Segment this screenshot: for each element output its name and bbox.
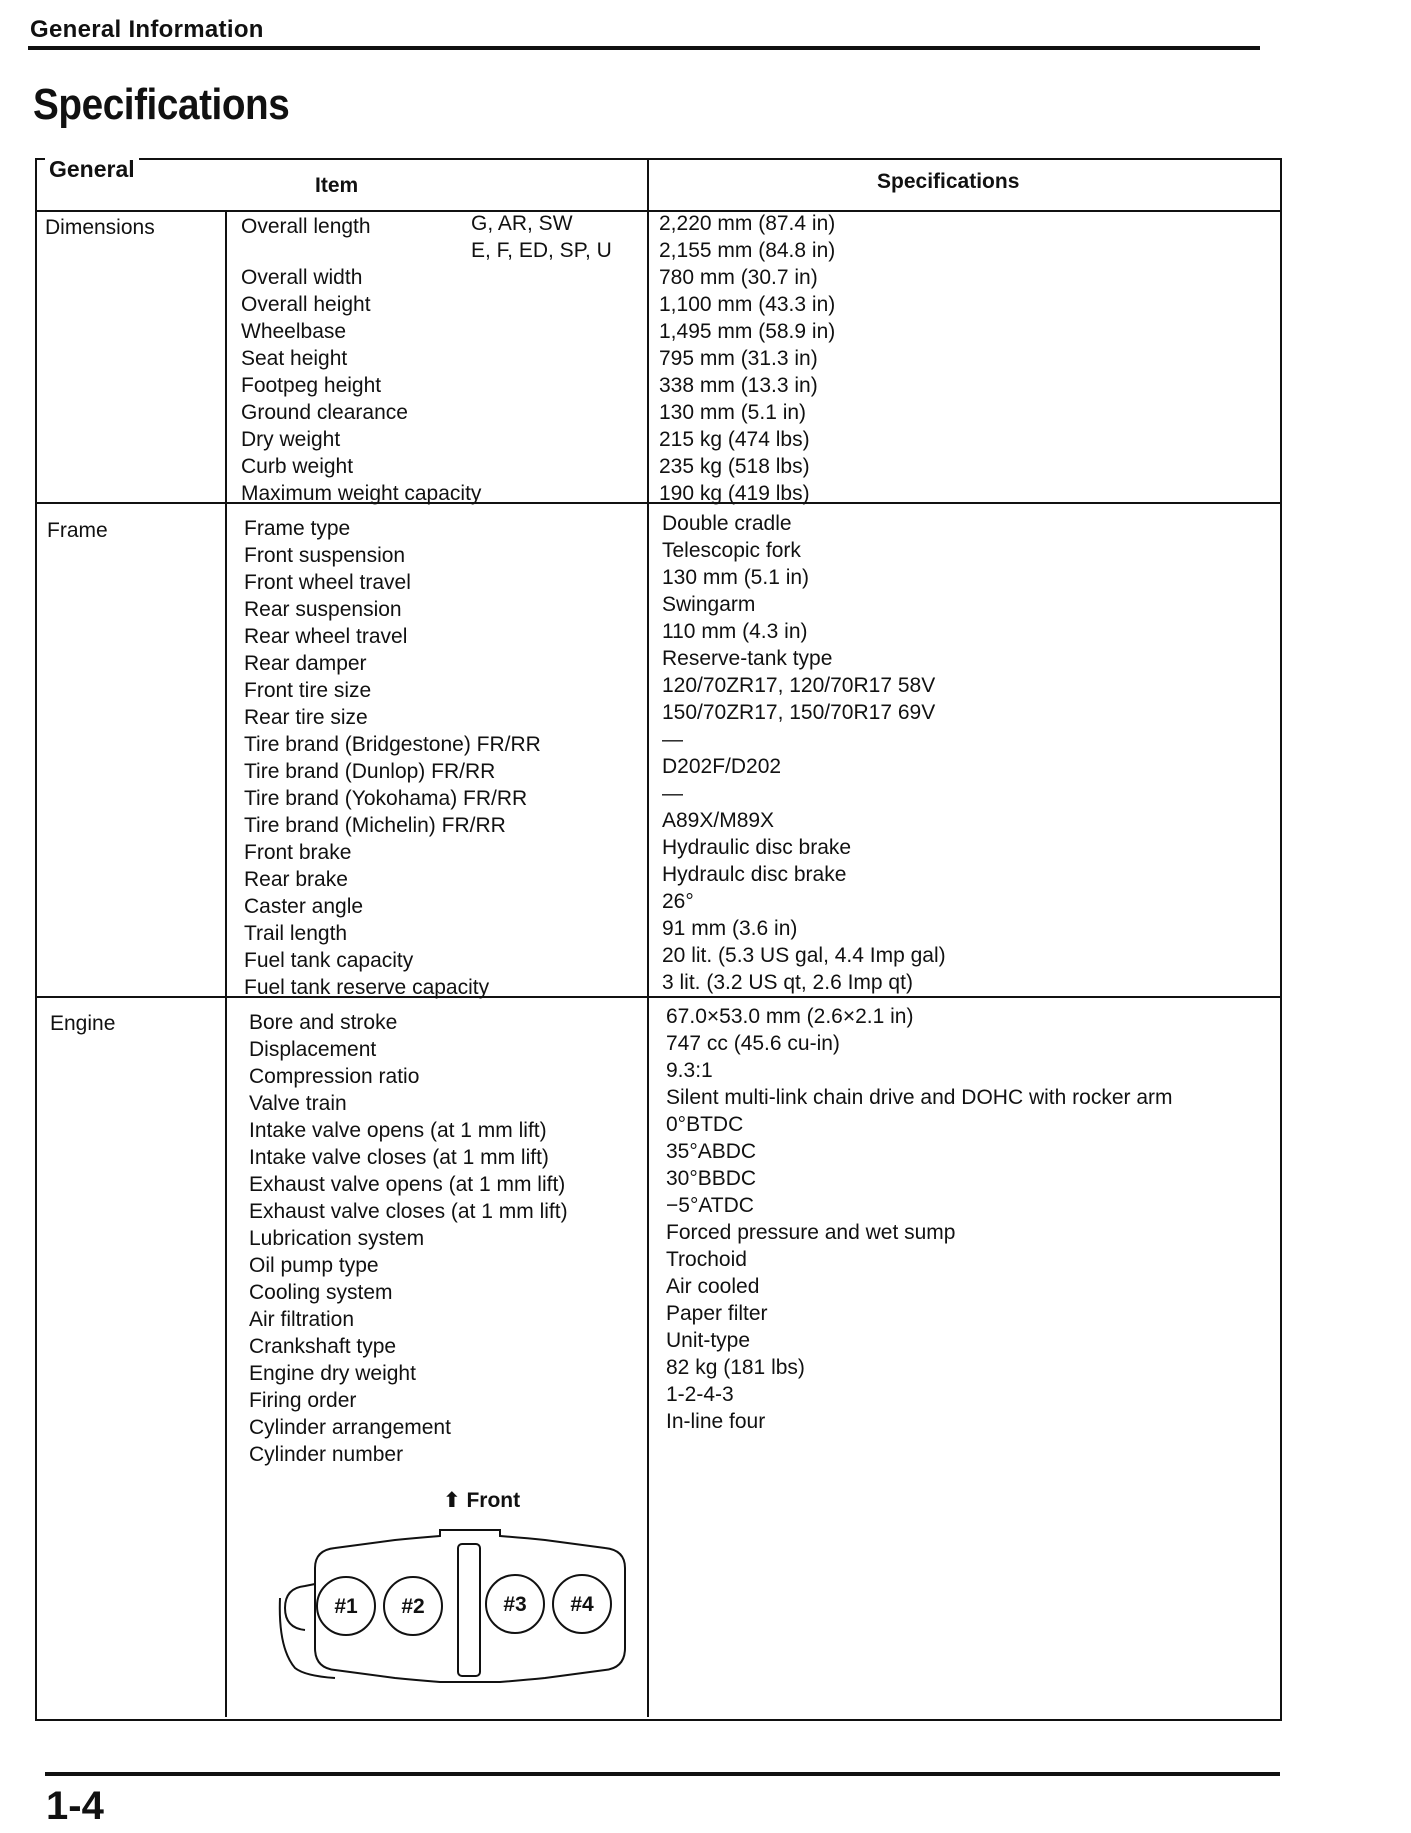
row-divider-engine — [35, 996, 1282, 998]
list-item: Rear suspension — [244, 598, 402, 621]
col-header-spec: Specifications — [877, 170, 1020, 193]
list-item: Firing order — [249, 1389, 357, 1412]
list-item: Front brake — [244, 841, 352, 864]
list-item: Fuel tank reserve capacity — [244, 976, 490, 999]
engine-specs — [666, 1003, 1173, 1462]
cylinder-4: #4 — [570, 1593, 594, 1616]
list-item: 1,495 mm (58.9 in) — [659, 320, 836, 343]
overall-length-label: Overall length — [241, 215, 371, 238]
overall-length-variant-a: G, AR, SW — [471, 212, 573, 235]
list-item: Air cooled — [666, 1275, 760, 1298]
list-item: Curb weight — [241, 455, 354, 478]
list-item: Double cradle — [662, 512, 792, 535]
list-item: Tire brand (Dunlop) FR/RR — [244, 760, 496, 783]
list-item: Bore and stroke — [249, 1011, 398, 1034]
list-item: Ground clearance — [241, 401, 408, 424]
page-number: 1-4 — [46, 1784, 104, 1828]
list-item: Paper filter — [666, 1302, 768, 1325]
section-label-engine: Engine — [50, 1012, 116, 1035]
list-item: Unit-type — [666, 1329, 751, 1352]
section-label-dimensions: Dimensions — [45, 216, 155, 239]
list-item: 780 mm (30.7 in) — [659, 266, 818, 289]
list-item: 1-2-4-3 — [666, 1383, 734, 1406]
list-item: Front wheel travel — [244, 571, 411, 594]
list-item: Cooling system — [249, 1281, 393, 1304]
section-header: General Information — [30, 16, 264, 43]
list-item: 190 kg (419 lbs) — [659, 482, 810, 505]
list-item: 747 cc (45.6 cu-in) — [666, 1032, 840, 1055]
list-item: Forced pressure and wet sump — [666, 1221, 956, 1244]
list-item: Tire brand (Bridgestone) FR/RR — [244, 733, 541, 756]
list-item: Rear damper — [244, 652, 367, 675]
list-item: Hydraulc disc brake — [662, 863, 847, 886]
cylinder-2: #2 — [401, 1595, 425, 1618]
list-item: In-line four — [666, 1410, 766, 1433]
front-label: Front — [466, 1489, 521, 1512]
list-item: Trochoid — [666, 1248, 747, 1271]
frame-specs — [662, 510, 946, 996]
cylinder-diagram — [275, 1528, 675, 1708]
list-item: Rear brake — [244, 868, 348, 891]
list-item: Intake valve closes (at 1 mm lift) — [249, 1146, 549, 1169]
list-item: 91 mm (3.6 in) — [662, 917, 798, 940]
list-item: Rear tire size — [244, 706, 368, 729]
list-item: Frame type — [244, 517, 351, 540]
list-item: Lubrication system — [249, 1227, 425, 1250]
list-item: Air filtration — [249, 1308, 355, 1331]
list-item: 150/70ZR17, 150/70R17 69V — [662, 701, 936, 724]
list-item: Tire brand (Yokohama) FR/RR — [244, 787, 528, 810]
list-item: Oil pump type — [249, 1254, 379, 1277]
front-indicator — [443, 1488, 520, 1513]
list-item: Exhaust valve closes (at 1 mm lift) — [249, 1200, 568, 1223]
list-item: Maximum weight capacity — [241, 482, 482, 505]
list-item: Trail length — [244, 922, 348, 945]
list-item: Cylinder arrangement — [249, 1416, 451, 1439]
header-rule — [28, 46, 1260, 50]
list-item: 130 mm (5.1 in) — [662, 566, 810, 589]
list-item: Cylinder number — [249, 1443, 404, 1466]
dimensions-specs — [659, 264, 835, 507]
list-item: Telescopic fork — [662, 539, 801, 562]
list-item: 120/70ZR17, 120/70R17 58V — [662, 674, 936, 697]
list-item: Fuel tank capacity — [244, 949, 414, 972]
cylinder-1: #1 — [334, 1595, 358, 1618]
list-item: Compression ratio — [249, 1065, 420, 1088]
list-item: Hydraulic disc brake — [662, 836, 852, 859]
list-item: Swingarm — [662, 593, 756, 616]
list-item: Crankshaft type — [249, 1335, 397, 1358]
list-item: Tire brand (Michelin) FR/RR — [244, 814, 506, 837]
list-item: Seat height — [241, 347, 348, 370]
list-item: 35°ABDC — [666, 1140, 757, 1163]
page-title: Specifications — [33, 80, 290, 129]
list-item: Dry weight — [241, 428, 341, 451]
frame-items — [244, 515, 541, 1001]
list-item: −5°ATDC — [666, 1194, 754, 1217]
footer-rule — [45, 1772, 1280, 1776]
list-item: 130 mm (5.1 in) — [659, 401, 807, 424]
dimensions-items — [241, 264, 481, 507]
list-item: Engine dry weight — [249, 1362, 416, 1385]
list-item: Overall width — [241, 266, 363, 289]
engine-items — [249, 1009, 568, 1468]
list-item: Displacement — [249, 1038, 377, 1061]
list-item: 67.0×53.0 mm (2.6×2.1 in) — [666, 1005, 914, 1028]
overall-length-spec-b: 2,155 mm (84.8 in) — [659, 239, 836, 262]
list-item: 215 kg (474 lbs) — [659, 428, 810, 451]
list-item: 3 lit. (3.2 US qt, 2.6 Imp qt) — [662, 971, 913, 994]
list-item: Front tire size — [244, 679, 372, 702]
col-divider-spec — [647, 158, 649, 1717]
list-item: 235 kg (518 lbs) — [659, 455, 810, 478]
list-item: Rear wheel travel — [244, 625, 408, 648]
list-item: Intake valve opens (at 1 mm lift) — [249, 1119, 547, 1142]
list-item: 30°BBDC — [666, 1167, 757, 1190]
list-item: 9.3:1 — [666, 1059, 713, 1082]
list-item: 20 lit. (5.3 US gal, 4.4 Imp gal) — [662, 944, 946, 967]
list-item: Valve train — [249, 1092, 347, 1115]
list-item: 82 kg (181 lbs) — [666, 1356, 805, 1379]
list-item: 338 mm (13.3 in) — [659, 374, 818, 397]
list-item: Footpeg height — [241, 374, 382, 397]
overall-length-spec-a: 2,220 mm (87.4 in) — [659, 212, 836, 235]
list-item — [666, 1435, 1173, 1462]
col-divider-section — [225, 210, 227, 1717]
list-item: Silent multi-link chain drive and DOHC with rocker arm — [666, 1086, 1173, 1109]
list-item: 1,100 mm (43.3 in) — [659, 293, 836, 316]
overall-length-variant-b: E, F, ED, SP, U — [471, 239, 612, 262]
list-item: Exhaust valve opens (at 1 mm lift) — [249, 1173, 566, 1196]
arrow-up-icon: ⬆ — [443, 1489, 461, 1512]
group-label: General — [45, 156, 139, 182]
list-item: — — [662, 728, 683, 751]
spec-table — [35, 158, 1282, 1721]
list-item: 795 mm (31.3 in) — [659, 347, 818, 370]
list-item: 110 mm (4.3 in) — [662, 620, 808, 643]
list-item: 0°BTDC — [666, 1113, 744, 1136]
list-item: Reserve-tank type — [662, 647, 833, 670]
list-item: Overall height — [241, 293, 371, 316]
list-item: 26° — [662, 890, 694, 913]
list-item: Caster angle — [244, 895, 364, 918]
list-item: D202F/D202 — [662, 755, 782, 778]
col-header-item: Item — [315, 174, 359, 197]
list-item: Wheelbase — [241, 320, 347, 343]
list-item: — — [662, 782, 683, 805]
list-item: Front suspension — [244, 544, 406, 567]
list-item: A89X/M89X — [662, 809, 775, 832]
section-label-frame: Frame — [47, 519, 108, 542]
cylinder-3: #3 — [503, 1593, 527, 1616]
